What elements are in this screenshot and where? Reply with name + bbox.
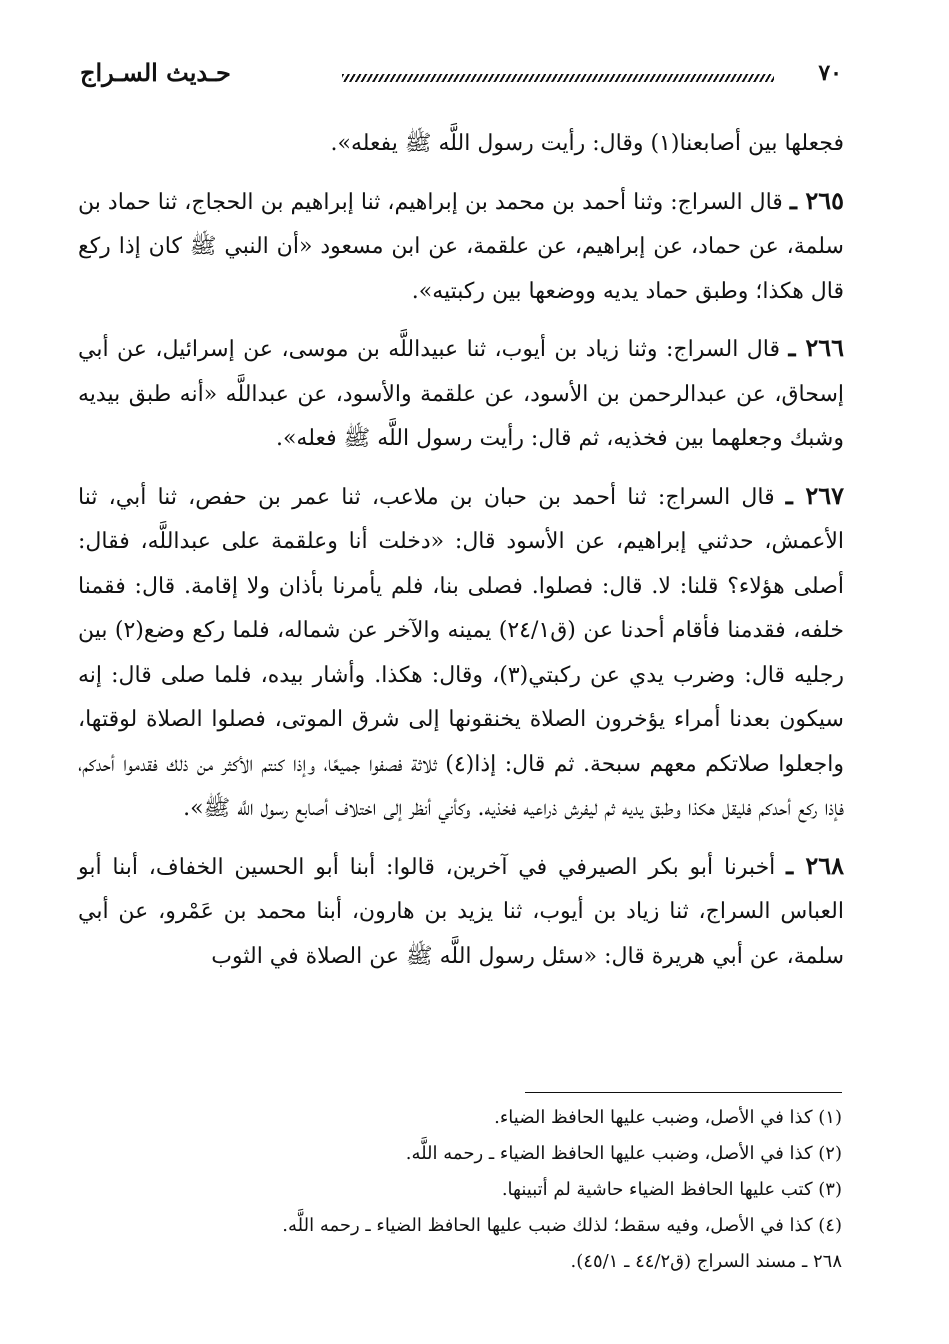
- paragraph-continuation: [78, 122, 844, 167]
- running-title: حـديث السـراج: [80, 58, 231, 87]
- footnote-4: (٤) كذا في الأصل، وفيه سقط؛ لذلك ضبب عليها الحافظ الضياء ـ رحمه اللَّه.: [282, 1215, 842, 1236]
- paragraph-text: قال السراج: وثنا زياد بن أيوب، ثنا عبيداللَّه بن موسى، عن إسرائيل، عن أبي إسحاق، عن عبدالرحمن بن الأسود، عن علقمة والأسود، عن عبداللَّه «أنه طبق بيديه وشبك وجعلهما بين فخذيه، ثم قال: رأيت رسول اللَّه ﷺ فعله».: [78, 337, 844, 451]
- hadith-266: [78, 326, 844, 462]
- page-number: ٧٠: [818, 60, 842, 86]
- hadith-number: ٢٦٨ ـ: [786, 850, 844, 880]
- hadith-number: ٢٦٧ ـ: [785, 480, 844, 510]
- footnote-separator: [525, 1092, 842, 1093]
- main-text: [78, 122, 844, 991]
- hadith-number: ٢٦٦ ـ: [788, 333, 844, 362]
- paragraph-text: فجعلها بين أصابعنا(١) وقال: رأيت رسول اللَّه ﷺ يفعله».: [330, 131, 844, 156]
- footnote-3: (٣) كتب عليها الحافظ الضياء حاشية لم أتبينها.: [501, 1179, 842, 1200]
- paragraph-text: قال السراج: وثنا أحمد بن محمد بن إبراهيم، ثنا إبراهيم بن الحجاج، ثنا حماد بن سلمة، عن حماد، عن إبراهيم، عن علقمة، عن ابن مسعود «أن النبي ﷺ كان إذا ركع قال هكذا؛ وطبق حماد يديه ووضعها بين ركبتيه».: [78, 189, 844, 304]
- paragraph-text: قال السراج: ثنا أحمد بن حبان بن ملاعب، ثنا عمر بن حفص، ثنا أبي، ثنا الأعمش، حدثني إبراهيم، عن الأسود قال: «دخلت أنا وعلقمة على عبداللَّه، فقال: أصلى هؤلاء؟ قلنا: لا. قال: فصلوا. فصلى بنا، فلم يأمرنا بأذان ولا إقامة. قال: فقمنا خلفه، فقدمنا فأقام أحدنا عن (ق٢٤/١) يمينه والآخر عن شماله، فلما ركع وضع(٢) بين رجليه قال: وضرب يدي عن ركبتي(٣)، وقال: هكذا. وأشار بيده، فلما صلى قال: إنه سيكون بعدنا أمراء يؤخرون الصلاة يخنقونها إلى شرق الموتى، فصلوا الصلاة لوقتها، واجعلوا صلاتكم معهم سبحة. ثم قال: إذا(٤) ثلاثة فصفوا جميعًا، وإذا كنتم الأكثر من ذلك فقدموا أحدكم، فإذا ركع أحدكم فليقل هكذا وطبق يديه ثم ليفرش ذراعيه فخذيه. وكأني أنظر إلى اختلاف أصابع رسول اللَّه ﷺ».: [78, 484, 844, 821]
- paragraph-text: أخبرنا أبو بكر الصيرفي في آخرين، قالوا: أبنا أبو الحسين الخفاف، أبنا أبو العباس السراج، ثنا زياد بن أيوب، ثنا يزيد بن هارون، أبنا محمد بن عَمْرو، عن أبي سلمة، عن أبي هريرة قال: «سئل رسول اللَّه ﷺ عن الصلاة في الثوب: [78, 854, 844, 969]
- hadith-268: [78, 844, 844, 980]
- header-rule: [342, 74, 774, 82]
- hadith-number: ٢٦٥ ـ: [789, 185, 845, 215]
- source-note-268: ٢٦٨ ـ مسند السراج (ق٤٤/٢ ـ ٤٥/١).: [570, 1251, 842, 1272]
- footnotes: [78, 1100, 842, 1280]
- hadith-267: [78, 474, 844, 832]
- page-header: [80, 52, 842, 92]
- hadith-265: [78, 179, 844, 315]
- footnote-2: (٢) كذا في الأصل، وضبب عليها الحافظ الضياء ـ رحمه اللَّه.: [405, 1143, 842, 1164]
- footnote-1: (١) كذا في الأصل، وضبب عليها الحافظ الضياء.: [494, 1107, 842, 1128]
